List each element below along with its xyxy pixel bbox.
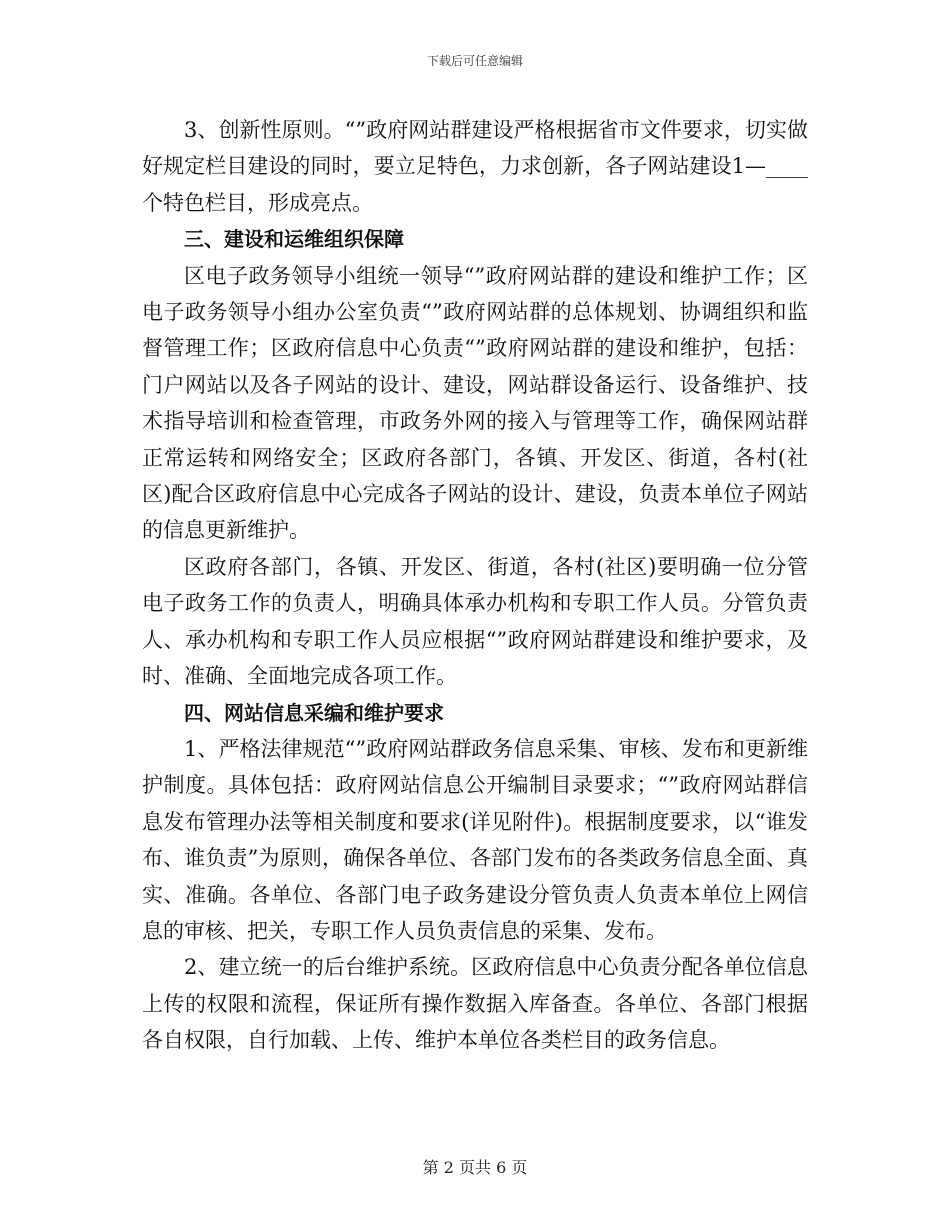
paragraph-innovation-principle: 3、创新性原则。“”政府网站群建设严格根据省市文件要求，切实做好规定栏目建设的同时，要立足特色，力求创新，各子网站建设1—____个特色栏目，形成亮点。 [142,118,808,215]
page-header: 下载后可任意编辑 [426,54,523,68]
section-heading-4: 四、网站信息采编和维护要求 [184,700,444,725]
paragraph-legal-norms: 1、严格法律规范“”政府网站群政务信息采集、审核、发布和更新维护制度。具体包括：政府网站信息公开编制目录要求；“”政府网站群信息发布管理办法等相关制度和要求(详见附件)。根据制度要求，以“谁发布、谁负责”为原则，确保各单位、各部门发布的各类政务信息全面、真实、准确。各单位、各部门电子政务建设分管负责人负责本单位上网信息的审核、把关，专职工作人员负责信息的采集、发布。 [142,736,808,943]
section-heading-3: 三、建设和运维组织保障 [184,227,404,252]
page-number: 第 2 页共 6 页 [422,1158,528,1177]
paragraph-backend-system: 2、建立统一的后台维护系统。区政府信息中心负责分配各单位信息上传的权限和流程，保证所有操作数据入库备查。各单位、各部门根据各自权限，自行加载、上传、维护本单位各类栏目的政务信息。 [142,955,808,1053]
paragraph-organization: 区电子政务领导小组统一领导“”政府网站群的建设和维护工作；区电子政务领导小组办公室负责“”政府网站群的总体规划、协调组织和监督管理工作；区政府信息中心负责“”政府网站群的建设和维护，包括：门户网站以及各子网站的设计、建设，网站群设备运行、设备维护、技术指导培训和检查管理，市政务外网的接入与管理等工作，确保网站群正常运转和网络安全；区政府各部门，各镇、开发区、街道，各村(社区)配合区政府信息中心完成各子网站的设计、建设，负责本单位子网站的信息更新维护。 [142,263,808,543]
document-body [142,112,808,1059]
paragraph-responsibility: 区政府各部门，各镇、开发区、街道，各村(社区)要明确一位分管电子政务工作的负责人，明确具体承办机构和专职工作人员。分管负责人、承办机构和专职工作人员应根据“”政府网站群建设和维护要求，及时、准确、全面地完成各项工作。 [142,554,808,689]
